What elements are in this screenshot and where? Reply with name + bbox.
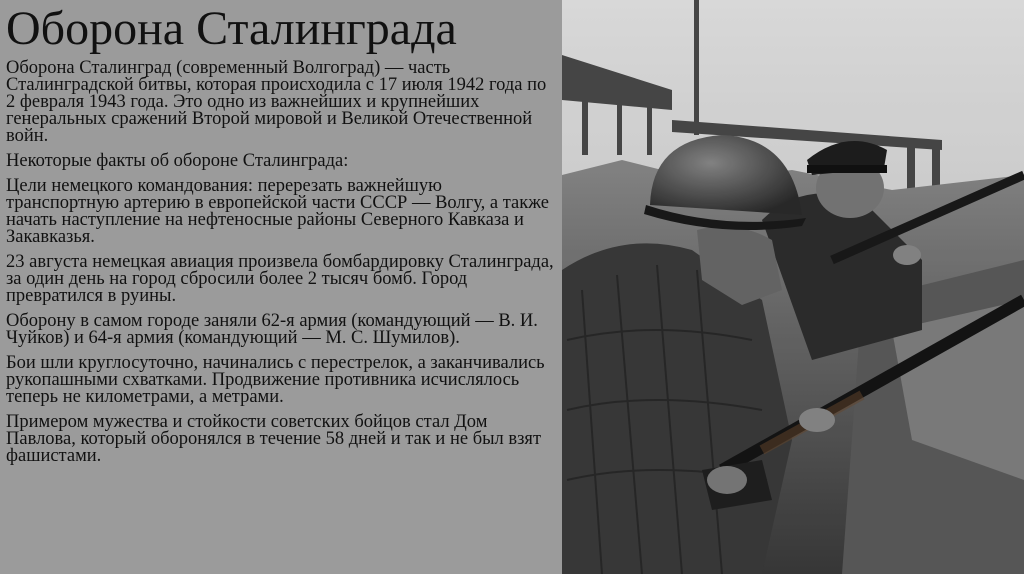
slide-title: Оборона Сталинграда (6, 2, 457, 55)
soldiers-photo (562, 0, 1024, 574)
photo-illustration (562, 0, 1024, 574)
slide-body (6, 60, 558, 473)
paragraph-facts-heading: Некоторые факты об обороне Сталинграда: (6, 151, 349, 171)
paragraph-pavlov-house: Примером мужества и стойкости советских бойцов стал Дом Павлова, который оборонялся в течение 58 дней и так и не был взят фашистами. (6, 412, 542, 466)
paragraph-fighting: Бои шли круглосуточно, начинались с перестрелок, а заканчивались рукопашными схватками. Продвижение противника исчислялось теперь не километрами, а метрами. (6, 353, 545, 407)
paragraph-goals: Цели немецкого командования: перерезать важнейшую транспортную артерию в европейской части СССР — Волгу, а также начать наступление на нефтеносные районы Северного Кавказа и Закавказья. (6, 176, 549, 247)
paragraph-intro: Оборона Сталинград (современный Волгоград) — часть Сталинградской битвы, которая происходила с 17 июля 1942 года по 2 февраля 1943 года. Это одно из важнейших и крупнейших генеральных сражений Второй мировой и Великой Отечественной войн. (6, 58, 547, 146)
paragraph-bombing: 23 августа немецкая авиация произвела бомбардировку Сталинграда, за один день на город сбросили более 2 тысяч бомб. Город превратился в руины. (6, 252, 554, 306)
grain-overlay (562, 0, 1024, 574)
paragraph-armies: Оборону в самом городе заняли 62-я армия (командующий — В. И. Чуйков) и 64-я армия (командующий — М. С. Шумилов). (6, 311, 538, 348)
